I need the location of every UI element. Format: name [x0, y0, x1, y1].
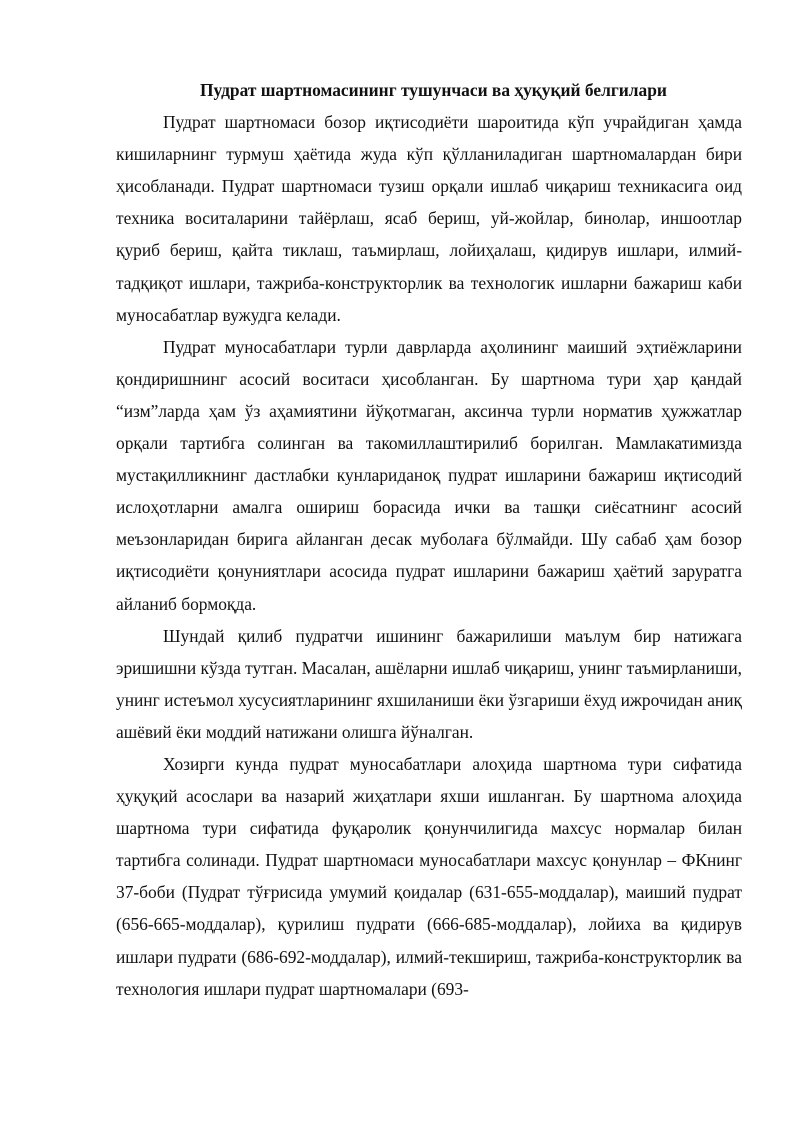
- paragraph-3: Шундай қилиб пудратчи ишининг бажарилиши маълум бир натижага эришишни кўзда тутган. Масалан, ашёларни ишлаб чиқариш, унинг таъмирланиши, унинг истеъмол хусусиятларининг яхшиланиши ёки ўзгариши ёхуд ижрочидан аниқ ашёвий ёки моддий натижани олишга йўналган.: [116, 625, 742, 742]
- document-title: Пудрат шартномасининг тушунчаси ва ҳуқуқий белгилари: [200, 80, 667, 100]
- paragraph-2: Пудрат муносабатлари турли даврларда аҳолининг маиший эҳтиёжларини қондиришнинг асосий воситаси ҳисобланган. Бу шартнома тури ҳар қандай “изм”ларда ҳам ўз аҳамиятини йўқотмаган, аксинча турли норматив ҳужжатлар орқали тартибга солинган ва такомиллаштирилиб борилган. Мамлакатимизда мустақилликнинг дастлабки кунлариданоқ пудрат ишларини бажариш иқтисодий ислоҳотларни амалга ошириш борасида ички ва ташқи сиёсатнинг асосий меъзонларидан бирига айланган десак муболаға бўлмайди. Шу сабаб ҳам бозор иқтисодиёти қонуниятлари асосида пудрат ишларини бажариш ҳаётий заруратга айланиб бормоқда.: [116, 336, 742, 614]
- paragraph-4: Хозирги кунда пудрат муносабатлари алоҳида шартнома тури сифатида ҳуқуқий асослари ва назарий жиҳатлари яхши ишланган. Бу шартнома алоҳида шартнома тури сифатида фуқаролик қонунчилигида махсус нормалар билан тартибга солинади. Пудрат шартномаси муносабатлари махсус қонунлар – ФКнинг 37-боби (Пудрат тўғрисида умумий қоидалар (631-655-моддалар), маиший пудрат (656-665-моддалар), қурилиш пудрати (666-685-моддалар), лойиха ва қидирув ишлари пудрати (686-692-моддалар), илмий-текшириш, тажриба-конструкторлик ва технология ишлари пудрат шартномалари (693-: [116, 753, 742, 999]
- paragraph-1: Пудрат шартномаси бозор иқтисодиёти шароитида кўп учрайдиган ҳамда кишиларнинг турмуш ҳаётида жуда кўп қўлланиладиган шартномалардан бири ҳисобланади. Пудрат шартномаси тузиш орқали ишлаб чиқариш техникасига оид техника воситаларини тайёрлаш, ясаб бериш, уй-жойлар, бинолар, иншоотлар қуриб бериш, қайта тиклаш, таъмирлаш, лойиҳалаш, қидирув ишлари, илмий-тадқиқот ишлари, тажриба-конструкторлик ва технологик ишларни бажариш каби муносабатлар вужудга келади.: [116, 112, 742, 325]
- document-body: [116, 74, 742, 1005]
